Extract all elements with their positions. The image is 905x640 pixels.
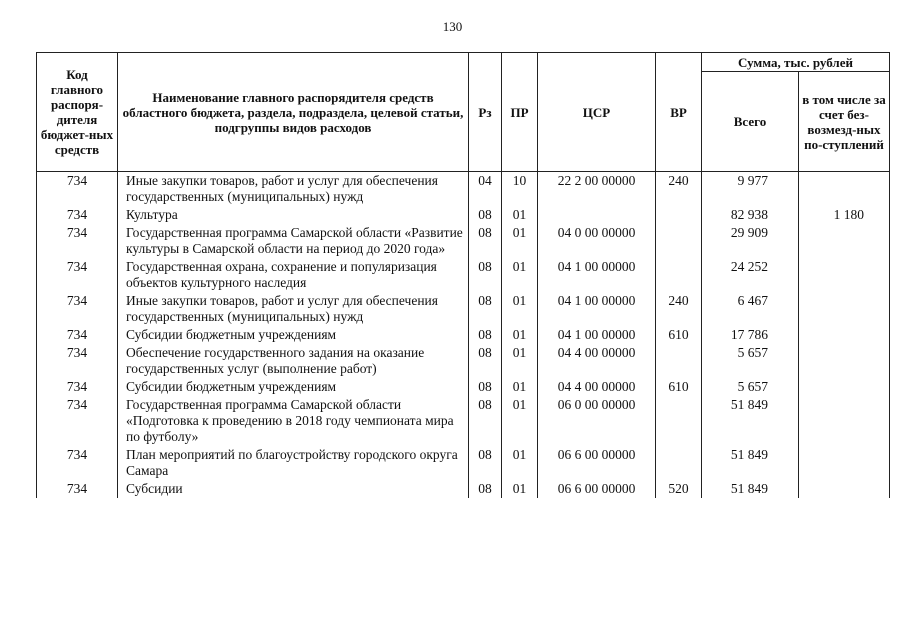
cell-csr: 06 0 00 00000 <box>538 396 656 446</box>
cell-rz: 08 <box>469 224 502 258</box>
header-pr: ПР <box>502 53 538 172</box>
cell-csr <box>538 206 656 224</box>
cell-incl <box>799 172 890 207</box>
cell-rz: 04 <box>469 172 502 207</box>
cell-vr: 610 <box>656 326 702 344</box>
cell-rz: 08 <box>469 326 502 344</box>
cell-total: 82 938 <box>702 206 799 224</box>
cell-name: План мероприятий по благоустройству городского округа Самара <box>118 446 469 480</box>
header-name: Наименование главного распорядителя средств областного бюджета, раздела, подраздела, целевой статьи, подгруппы видов расходов <box>118 53 469 172</box>
cell-incl <box>799 446 890 480</box>
cell-rz: 08 <box>469 378 502 396</box>
cell-vr: 610 <box>656 378 702 396</box>
cell-name: Субсидии бюджетным учреждениям <box>118 326 469 344</box>
cell-vr <box>656 344 702 378</box>
header-csr: ЦСР <box>538 53 656 172</box>
cell-code: 734 <box>37 396 118 446</box>
cell-pr: 01 <box>502 224 538 258</box>
cell-incl: 1 180 <box>799 206 890 224</box>
table-row <box>37 446 890 480</box>
cell-incl <box>799 480 890 498</box>
cell-csr: 22 2 00 00000 <box>538 172 656 207</box>
cell-pr: 01 <box>502 378 538 396</box>
cell-code: 734 <box>37 480 118 498</box>
cell-code: 734 <box>37 224 118 258</box>
cell-code: 734 <box>37 344 118 378</box>
table-row <box>37 378 890 396</box>
cell-code: 734 <box>37 326 118 344</box>
cell-rz: 08 <box>469 258 502 292</box>
cell-total: 29 909 <box>702 224 799 258</box>
cell-incl <box>799 396 890 446</box>
cell-incl <box>799 344 890 378</box>
cell-pr: 01 <box>502 326 538 344</box>
cell-pr: 01 <box>502 396 538 446</box>
cell-csr: 04 1 00 00000 <box>538 326 656 344</box>
cell-pr: 01 <box>502 446 538 480</box>
cell-csr: 04 4 00 00000 <box>538 378 656 396</box>
cell-vr <box>656 396 702 446</box>
cell-total: 51 849 <box>702 480 799 498</box>
cell-csr: 04 1 00 00000 <box>538 258 656 292</box>
cell-csr: 04 1 00 00000 <box>538 292 656 326</box>
cell-incl <box>799 326 890 344</box>
cell-vr <box>656 224 702 258</box>
cell-pr: 01 <box>502 206 538 224</box>
cell-name: Государственная охрана, сохранение и популяризация объектов культурного наследия <box>118 258 469 292</box>
table-row <box>37 480 890 498</box>
header-vr: ВР <box>656 53 702 172</box>
cell-code: 734 <box>37 206 118 224</box>
cell-vr <box>656 206 702 224</box>
cell-csr: 06 6 00 00000 <box>538 480 656 498</box>
table-row <box>37 172 890 207</box>
cell-total: 24 252 <box>702 258 799 292</box>
table-row <box>37 396 890 446</box>
cell-csr: 04 4 00 00000 <box>538 344 656 378</box>
cell-pr: 01 <box>502 258 538 292</box>
table-row <box>37 344 890 378</box>
cell-rz: 08 <box>469 344 502 378</box>
cell-pr: 10 <box>502 172 538 207</box>
cell-incl <box>799 258 890 292</box>
header-amount: Сумма, тыс. рублей <box>702 53 890 72</box>
cell-vr <box>656 446 702 480</box>
header-code: Код главного распоря-дителя бюджет-ных средств <box>37 53 118 172</box>
cell-name: Субсидии <box>118 480 469 498</box>
cell-rz: 08 <box>469 446 502 480</box>
cell-total: 5 657 <box>702 378 799 396</box>
cell-name: Государственная программа Самарской области «Подготовка к проведению в 2018 году чемпионата мира по футболу» <box>118 396 469 446</box>
table-row <box>37 326 890 344</box>
table-row <box>37 258 890 292</box>
header-total: Всего <box>702 72 799 172</box>
cell-vr: 520 <box>656 480 702 498</box>
cell-total: 17 786 <box>702 326 799 344</box>
header-incl: в том числе за счет без-возмезд-ных по-ступлений <box>799 72 890 172</box>
table-row <box>37 292 890 326</box>
table-row <box>37 206 890 224</box>
cell-rz: 08 <box>469 480 502 498</box>
page-number: 130 <box>442 19 463 34</box>
cell-code: 734 <box>37 172 118 207</box>
cell-pr: 01 <box>502 344 538 378</box>
cell-total: 6 467 <box>702 292 799 326</box>
cell-name: Иные закупки товаров, работ и услуг для обеспечения государственных (муниципальных) нужд <box>118 172 469 207</box>
cell-code: 734 <box>37 378 118 396</box>
table-body <box>37 172 890 499</box>
cell-rz: 08 <box>469 292 502 326</box>
cell-vr: 240 <box>656 292 702 326</box>
cell-name: Иные закупки товаров, работ и услуг для обеспечения государственных (муниципальных) нужд <box>118 292 469 326</box>
header-rz: Рз <box>469 53 502 172</box>
cell-total: 51 849 <box>702 446 799 480</box>
cell-name: Субсидии бюджетным учреждениям <box>118 378 469 396</box>
cell-incl <box>799 292 890 326</box>
cell-total: 5 657 <box>702 344 799 378</box>
cell-vr <box>656 258 702 292</box>
cell-rz: 08 <box>469 206 502 224</box>
cell-pr: 01 <box>502 480 538 498</box>
cell-name: Государственная программа Самарской области «Развитие культуры в Самарской области на период до 2020 года» <box>118 224 469 258</box>
budget-table <box>36 52 890 498</box>
cell-vr: 240 <box>656 172 702 207</box>
cell-code: 734 <box>37 258 118 292</box>
cell-pr: 01 <box>502 292 538 326</box>
cell-rz: 08 <box>469 396 502 446</box>
cell-name: Культура <box>118 206 469 224</box>
cell-incl <box>799 378 890 396</box>
cell-csr: 04 0 00 00000 <box>538 224 656 258</box>
cell-total: 9 977 <box>702 172 799 207</box>
cell-total: 51 849 <box>702 396 799 446</box>
cell-code: 734 <box>37 446 118 480</box>
table-row <box>37 224 890 258</box>
cell-name: Обеспечение государственного задания на оказание государственных услуг (выполнение работ) <box>118 344 469 378</box>
cell-code: 734 <box>37 292 118 326</box>
cell-csr: 06 6 00 00000 <box>538 446 656 480</box>
cell-incl <box>799 224 890 258</box>
